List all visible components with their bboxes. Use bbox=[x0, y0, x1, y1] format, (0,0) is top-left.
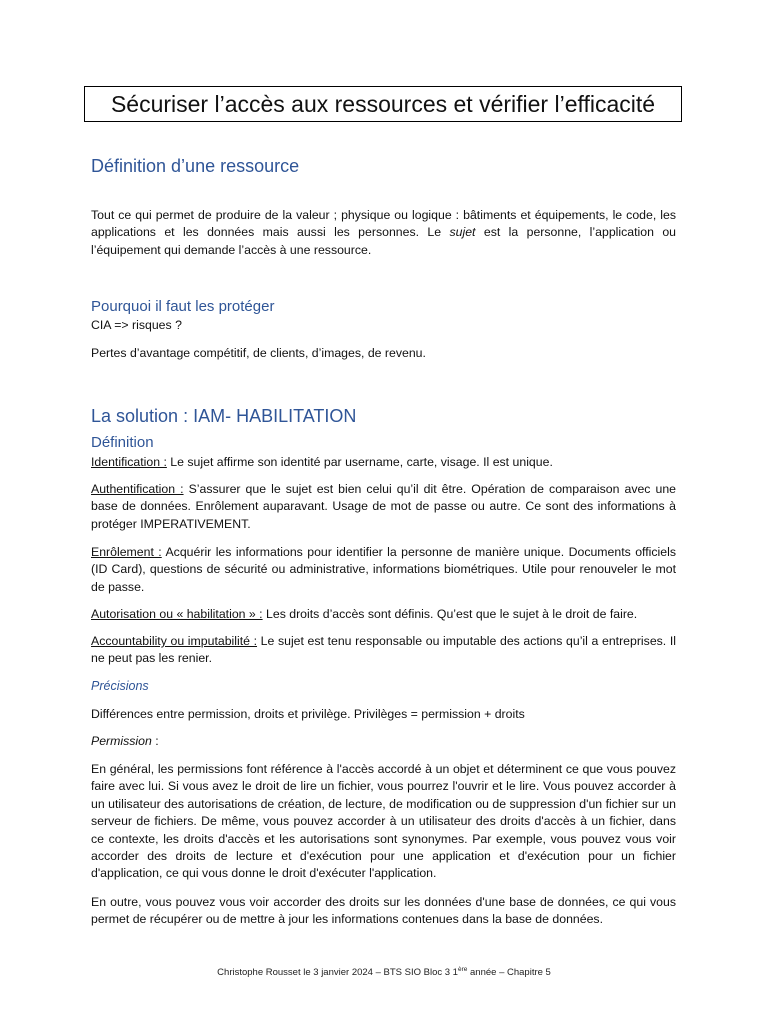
text-identification: Le sujet affirme son identité par username, carte, visage. Il est unique. bbox=[166, 455, 553, 469]
footer-text-b: année – Chapitre 5 bbox=[467, 967, 551, 979]
page-footer bbox=[0, 966, 768, 978]
subheading-definition: Définition bbox=[91, 434, 154, 451]
footer-superscript: ère bbox=[457, 966, 468, 973]
term-authentification: Authentification : bbox=[91, 482, 184, 496]
text-accountability: Le sujet est tenu responsable ou imputable des actions qu’il a entreprises. Il ne peut pas les renier. bbox=[91, 634, 676, 666]
item-accountability bbox=[91, 633, 676, 668]
section-heading-solution: La solution : IAM- HABILITATION bbox=[91, 406, 357, 426]
permission-colon: : bbox=[151, 734, 159, 748]
item-authentification bbox=[91, 481, 676, 533]
protect-line-cia: CIA => risques ? bbox=[91, 318, 182, 332]
term-autorisation: Autorisation ou « habilitation » : bbox=[91, 607, 263, 621]
item-identification bbox=[91, 454, 676, 471]
term-enrolement: Enrôlement : bbox=[91, 545, 162, 559]
document-title-text: Sécuriser l’accès aux ressources et vérifier l’efficacité bbox=[110, 90, 656, 117]
permission-paragraph: En général, les permissions font référence à l'accès accordé à un objet et déterminent ce que vous pouvez faire avec lui. Si vous avez le droit de lire un fichier, vous pourrez l'ouvrir et le lire. Vous pouvez accorder à un utilisateur des autorisations de création, de lecture, de modification ou de suppression d'un fichier sur un serveur de fichiers. De même, vous pouvez accorder à un utilisateur des droits d'accès à un fichier, dans ce contexte, les droits d'accès et les autorisations sont synonymes. Par exemple, vous pouvez vous voir accorder des droits de lecture et d'exécution pour une application et d'exécution pour un fichier d'application, ce qui vous donne le droit d'exécuter l'application. bbox=[91, 762, 676, 881]
protect-line-losses: Pertes d’avantage compétitif, de clients, d’images, de revenu. bbox=[91, 346, 426, 360]
term-accountability: Accountability ou imputabilité : bbox=[91, 634, 258, 648]
resource-text-b: est la personne, l’application ou l’équipement qui demande l’accès à une ressource. bbox=[91, 225, 676, 257]
differences-line: Différences entre permission, droits et privilège. Privilèges = permission + droits bbox=[91, 707, 525, 721]
footer-text-a: Christophe Rousset le 3 janvier 2024 – BTS SIO Bloc 3 1 bbox=[217, 967, 458, 979]
resource-text-a: Tout ce qui permet de produire de la valeur ; physique ou logique : bâtiments et équipements, le code, les applications et les données mais aussi les personnes. Le bbox=[91, 208, 676, 240]
text-authentification: S’assurer que le sujet est bien celui qu’il dit être. Opération de comparaison avec une base de données. Enrôlement auparavant. Usage de mot de passe ou autre. Ce sont des informations à protéger IMPERATIVEMENT. bbox=[91, 482, 677, 531]
item-autorisation bbox=[91, 606, 676, 623]
resource-definition-paragraph bbox=[91, 207, 676, 259]
outre-paragraph: En outre, vous pouvez vous voir accorder des droits sur les données d'une base de données, ce qui vous permet de récupérer ou de mettre à jour les informations contenues dans la base de données. bbox=[91, 895, 676, 927]
term-identification: Identification : bbox=[91, 455, 167, 469]
section-heading-resource: Définition d’une ressource bbox=[91, 156, 300, 176]
item-enrolement bbox=[91, 544, 676, 596]
text-enrolement: Acquérir les informations pour identifier la personne de manière unique. Documents officiels (ID Card), questions de sécurité ou administrative, informations biométriques. Utile pour renouveler le mot de passe. bbox=[91, 545, 677, 594]
subheading-precisions: Précisions bbox=[91, 679, 149, 693]
document-title bbox=[84, 86, 682, 122]
permission-label: Permission bbox=[91, 734, 152, 748]
resource-text-emphasis: sujet bbox=[449, 225, 476, 240]
text-autorisation: Les droits d’accès sont définis. Qu’est que le sujet à le droit de faire. bbox=[262, 607, 638, 621]
permission-label-line bbox=[91, 733, 676, 750]
section-heading-protect: Pourquoi il faut les protéger bbox=[91, 298, 275, 315]
